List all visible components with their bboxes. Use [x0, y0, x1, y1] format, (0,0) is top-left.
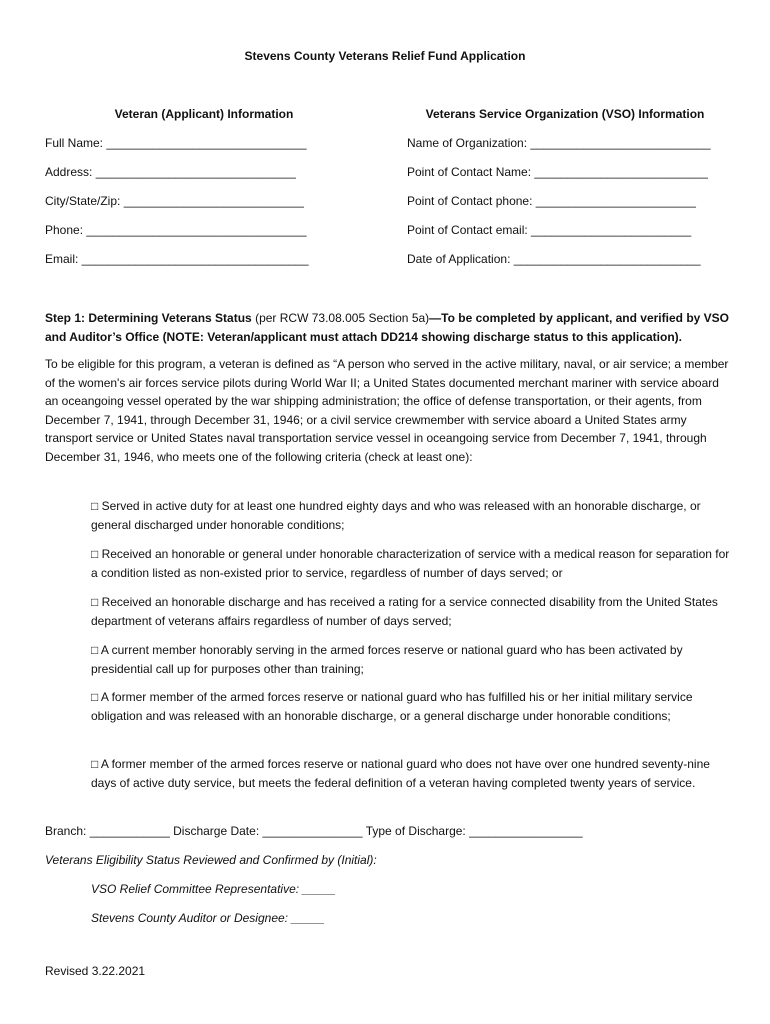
vso-representative-initial[interactable]: VSO Relief Committee Representative: _____: [91, 882, 336, 896]
step1-reference: (per RCW 73.08.005 Section 5a): [251, 311, 430, 325]
criterion-3-checkbox[interactable]: □ Received an honorable discharge and has received a rating for a service connected disability from the United States department of veterans affairs regardless of number of days served;: [91, 595, 718, 628]
address-field[interactable]: Address: ______________________________: [45, 165, 296, 179]
contact-phone-field[interactable]: Point of Contact phone: ________________________: [407, 194, 696, 208]
criterion-4-checkbox[interactable]: □ A current member honorably serving in the armed forces reserve or national guard who has been activated by presidential call up for purposes other than training;: [91, 643, 683, 676]
contact-name-field[interactable]: Point of Contact Name: __________________________: [407, 165, 708, 179]
criterion-1-checkbox[interactable]: □ Served in active duty for at least one hundred eighty days and who was released with an honorable discharge, or general discharged under honorable conditions;: [91, 499, 701, 532]
veteran-definition: To be eligible for this program, a veteran is defined as “A person who served in the active military, naval, or air service; a member of the women's air forces service pilots during World War II; a United States documented merchant mariner with service aboard an oceangoing vessel operated by the war shipping administration; the office of defense transportation, or their agents, from December 7, 1941, through December 31, 1946; or a civil service crewmember with service aboard a United States army transport service or United States naval transportation service vessel in oceangoing service from December 7, 1941, through December 31, 1946, who meets one of the following criteria (check at least one):: [45, 357, 729, 464]
revision-date: Revised 3.22.2021: [45, 964, 146, 978]
step1-instruction: —To be completed by applicant, and verified by VSO and Auditor’s Office (NOTE: Veteran/applicant must attach DD214 showing discharge status to this application).: [45, 311, 729, 344]
vso-section-heading: Veterans Service Organization (VSO) Information: [425, 107, 705, 121]
document-title: Stevens County Veterans Relief Fund Application: [244, 49, 526, 63]
auditor-initial[interactable]: Stevens County Auditor or Designee: _____: [91, 911, 325, 925]
step1-paragraph: [45, 309, 735, 347]
contact-email-field[interactable]: Point of Contact email: ________________________: [407, 223, 692, 237]
phone-field[interactable]: Phone: _________________________________: [45, 223, 307, 237]
criterion-5-checkbox[interactable]: □ A former member of the armed forces reserve or national guard who has fulfilled his or her initial military service obligation and was released with an honorable discharge, or a general discharge under honorable conditions;: [91, 690, 693, 723]
email-field[interactable]: Email: __________________________________: [45, 252, 309, 266]
criterion-2-checkbox[interactable]: □ Received an honorable or general under honorable characterization of service with a medical reason for separation for a condition listed as non-existed prior to service, regardless of number of days served; or: [91, 547, 730, 580]
veteran-section-heading: Veteran (Applicant) Information: [114, 107, 294, 121]
criterion-6-checkbox[interactable]: □ A former member of the armed forces reserve or national guard who does not have over one hundred seventy-nine days of active duty service, but meets the federal definition of a veteran having completed twenty years of service.: [91, 757, 710, 790]
full-name-field[interactable]: Full Name: ______________________________: [45, 136, 307, 150]
step1-label: Step 1: Determining Veterans Status: [45, 311, 252, 325]
organization-name-field[interactable]: Name of Organization: ___________________________: [407, 136, 711, 150]
eligibility-heading: Veterans Eligibility Status Reviewed and Confirmed by (Initial):: [45, 853, 377, 867]
discharge-info-line[interactable]: Branch: ____________ Discharge Date: _______________ Type of Discharge: _________________: [45, 824, 583, 838]
city-state-zip-field[interactable]: City/State/Zip: ___________________________: [45, 194, 304, 208]
application-date-field[interactable]: Date of Application: ____________________________: [407, 252, 701, 266]
